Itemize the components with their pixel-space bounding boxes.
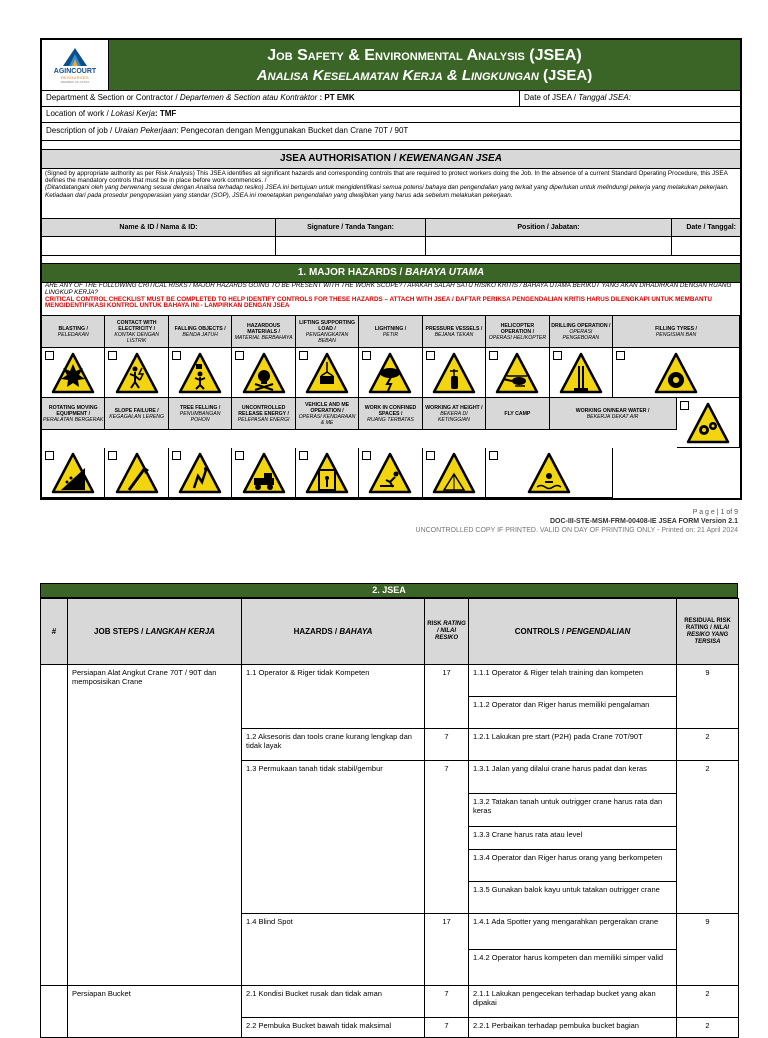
steps-header-it: LANGKAH KERJA xyxy=(145,627,215,636)
logo-tagline: MEMBER OF ASTRA xyxy=(60,79,90,84)
page-number: P a g e | 1 of 9 xyxy=(692,509,738,516)
drowning-icon xyxy=(527,452,571,494)
hazard-1-2[interactable]: 1.2 Aksesoris dan tools crane kurang lengkap dan tidak layak xyxy=(242,729,425,761)
vehicle-icon xyxy=(242,452,286,494)
date-label: Date of JSEA / xyxy=(524,93,579,102)
hazard-label-en: VEHICLE AND ME OPERATION / xyxy=(304,401,350,414)
steps-header xyxy=(68,599,242,665)
hazard-label-id: KEGAGALAN LERENG xyxy=(109,413,165,420)
control-1-3-5[interactable]: 1.3.5 Gunakan balok kayu untuk tatakan outrigger crane xyxy=(469,882,677,914)
hazard-cell xyxy=(359,448,422,498)
location-row xyxy=(42,107,740,123)
tree-felling-icon xyxy=(115,452,159,494)
hazard-label xyxy=(232,398,295,430)
residual-1-1[interactable]: 9 xyxy=(677,665,739,729)
job-step-1[interactable]: Persiapan Alat Angkut Crane 70T / 90T dan memposisikan Crane xyxy=(68,665,242,986)
form-title-id xyxy=(257,67,592,84)
residual-2-2[interactable]: 2 xyxy=(677,1018,739,1038)
hazard-cell xyxy=(550,348,613,398)
control-1-3-3[interactable]: 1.3.3 Crane harus rata atau level xyxy=(469,827,677,850)
hazard-label-en: UNCONTROLLED RELEASE ENERGY / xyxy=(238,404,289,417)
auth-title-it: KEWENANGAN JSEA xyxy=(399,153,502,164)
hazard-grid xyxy=(42,316,740,498)
hazard-label-en: HAZARDOUS MATERIALS / xyxy=(247,322,281,335)
hazard-cell xyxy=(169,448,232,498)
form-header xyxy=(42,40,740,91)
signature-header xyxy=(42,219,740,237)
date-column-header: Date / Tanggal: xyxy=(686,223,736,231)
risk-2-2[interactable]: 7 xyxy=(425,1018,469,1038)
hazard-label-en: TREE FELLING / xyxy=(179,404,221,411)
hazard-label-text xyxy=(576,408,650,420)
hazard-cell xyxy=(296,448,359,498)
hazard-cell xyxy=(42,348,105,398)
hazard-label-id: OPERASI KENDARAAN & ME xyxy=(298,413,356,426)
steps-header-en: JOB STEPS / xyxy=(94,627,146,636)
desc-value: : Pengecoran dengan Menggunakan Bucket dan Crane 70T / 90T xyxy=(176,126,409,135)
table-row xyxy=(41,986,739,1018)
risk-2-1[interactable]: 7 xyxy=(425,986,469,1018)
hazard-label xyxy=(359,316,422,348)
step-number-cell[interactable] xyxy=(41,986,68,1038)
hazard-label-text xyxy=(424,405,484,423)
date-input-cell[interactable] xyxy=(672,237,740,255)
hazard-label xyxy=(486,398,549,430)
uncontrolled-notice: UNCONTROLLED COPY IF PRINTED. VALID ON DAY OF PRINTING ONLY - Printed on: 21 April 2024 xyxy=(415,527,738,534)
hazard-label-id: BEKERA DI KETINGGIAN xyxy=(437,410,470,423)
hazard-label-en: LIGHTNING / xyxy=(374,325,407,332)
mh-title-it: BAHAYA UTAMA xyxy=(405,267,485,278)
hazard-cell xyxy=(296,348,359,398)
jsea-header-row xyxy=(41,599,739,665)
explosion-icon xyxy=(51,352,95,394)
company-logo xyxy=(42,40,109,90)
hazard-label-en: FALLING OBJECTS / xyxy=(174,325,226,332)
residual-1-3[interactable]: 2 xyxy=(677,761,739,914)
residual-header xyxy=(677,599,739,665)
form-title-en: Job Safety & Environmental Analysis (JSEA) xyxy=(267,46,582,64)
hazard-1-4[interactable]: 1.4 Blind Spot xyxy=(242,914,425,986)
dept-value: : PT EMK xyxy=(319,93,355,102)
hazard-label-id: RUANG TERBATAS xyxy=(367,416,414,423)
hazard-label-en: HELICOPTER OPERATION / xyxy=(500,322,535,335)
hazard-cell xyxy=(423,348,486,398)
hazard-label xyxy=(42,398,105,430)
residual-header-it: NILAI RESIKO YANG TERSISA xyxy=(686,624,730,645)
residual-1-4[interactable]: 9 xyxy=(677,914,739,986)
form-title-block xyxy=(109,40,740,90)
control-1-3-4[interactable]: 1.3.4 Operator dan Riger harus orang yang berkompeten xyxy=(469,850,677,882)
hazard-checkbox[interactable] xyxy=(489,451,498,460)
signature-column-header: Signature / Tanda Tangan: xyxy=(276,219,426,236)
falling-objects-icon xyxy=(178,352,222,394)
major-hazards-title xyxy=(42,264,740,283)
jsea-form-page-1 xyxy=(40,38,738,534)
hazard-label-en: CONTACT WITH ELECTRICITY / xyxy=(116,319,157,332)
mh-critical-text: CRITICAL CONTROL CHECKLIST MUST BE COMPLETED TO HELP IDENTIFY CONTROLS FOR THESE HAZARDS – ATTACH WITH JSEA / DAFTAR PERIKSA PENGENDALIAN KRITIS HARUS DILENGKAPI UNTUK MEMBANTU MENGIDENTIFIKASI KONTROL UNTUK BAHAYA INI - LAMPIRKAN DENGAN JSEA xyxy=(45,295,712,310)
hazard-2-2[interactable]: 2.2 Pembuka Bucket bawah tidak maksimal xyxy=(242,1018,425,1038)
hazard-label-text xyxy=(375,326,406,338)
hazard-label xyxy=(550,398,677,430)
hazard-label-en: WORKING AT HEIGHT / xyxy=(425,404,483,411)
hazard-label xyxy=(105,398,168,430)
confined-space-icon xyxy=(305,452,349,494)
hazard-label-text xyxy=(426,326,483,338)
location-label: Location of work / xyxy=(46,109,111,118)
form-title-id-text: Analisa Keselamatan Kerja & Lingkungan xyxy=(256,66,539,84)
energy-release-icon xyxy=(178,452,222,494)
hazard-label-id: BEKERJA DEKAT AIR xyxy=(586,413,639,420)
jsea-section-title: 2. JSEA xyxy=(40,583,738,598)
hazard-label-en: FILLING TYRES / xyxy=(655,325,697,332)
risk-1-3[interactable]: 7 xyxy=(425,761,469,914)
hazard-label-en: FLY CAMP xyxy=(504,410,531,417)
description-row xyxy=(42,123,740,141)
helicopter-icon xyxy=(495,352,539,394)
pressure-vessel-icon xyxy=(432,352,476,394)
rotating-gears-icon xyxy=(686,402,730,444)
hazard-label-id: BENDA JATUH xyxy=(182,331,218,338)
hazard-label-en: ROTATING MOVING EQUIPMENT / xyxy=(48,404,98,417)
hazard-cell xyxy=(486,448,613,498)
auth-title-en: JSEA AUTHORISATION / xyxy=(280,153,400,164)
hazard-label-id: PENGANGKATAN BEBAN xyxy=(305,331,349,344)
hazards-header-en: HAZARDS / xyxy=(293,627,340,636)
hazard-cell xyxy=(359,348,422,398)
hazard-label xyxy=(296,398,359,430)
authorisation-text xyxy=(42,169,740,219)
controls-header xyxy=(469,599,677,665)
control-1-4-1[interactable]: 1.4.1 Ada Spotter yang mengarahkan pergerakan crane xyxy=(469,914,677,950)
logo-subtext: RESOURCES xyxy=(60,74,90,80)
hazard-label-id: KONTAK DENGAN LISTRIK xyxy=(114,331,159,344)
hazard-label-id: PENUMBANGAN POHON xyxy=(179,410,221,423)
hazard-label-id: BEJANA TEKAN xyxy=(434,331,474,338)
hazard-label xyxy=(296,316,359,348)
control-1-4-2[interactable]: 1.4.2 Operator harus kompeten dan memiliki simper valid xyxy=(469,950,677,986)
doc-reference: DOC-III-STE-MSM-FRM-00408-IE JSEA FORM Version 2.1 xyxy=(550,518,738,525)
hazard-cell xyxy=(486,348,549,398)
tyre-icon xyxy=(654,352,698,394)
name-column-header: Name & ID / Nama & ID: xyxy=(42,219,276,236)
jsea-form-page-2 xyxy=(40,583,738,1038)
residual-header-en: RESIDUAL RISK RATING / xyxy=(684,617,731,631)
fly-camp-icon xyxy=(432,452,476,494)
hazard-label-text xyxy=(551,323,611,341)
hazard-label xyxy=(232,316,295,348)
hazards-header-it: BAHAYA xyxy=(339,627,373,636)
drilling-icon xyxy=(559,352,603,394)
hazard-label-en: PRESSURE VESSELS / xyxy=(425,325,483,332)
name-input-cell[interactable] xyxy=(42,237,276,255)
jsea-table xyxy=(40,598,739,1038)
residual-2-1[interactable]: 2 xyxy=(677,986,739,1018)
hazard-cell xyxy=(613,348,740,398)
mh-title-en: 1. MAJOR HAZARDS / xyxy=(297,267,406,278)
risk-header-it: RATING / NILAI RESIKO xyxy=(434,621,466,641)
hazard-label-text xyxy=(106,320,166,344)
hazard-label-text xyxy=(43,405,103,423)
hazard-label-text xyxy=(297,320,357,344)
hazard-label xyxy=(423,316,486,348)
hazard-label xyxy=(105,316,168,348)
agincourt-logo-icon xyxy=(62,47,88,67)
hazard-label-id: MATERIAL BERBAHAYA xyxy=(234,334,293,341)
authorisation-title xyxy=(42,150,740,169)
dept-field[interactable] xyxy=(42,91,520,106)
hazard-label-text xyxy=(58,326,89,338)
hazard-cell xyxy=(105,448,168,498)
hazard-label xyxy=(423,398,486,430)
desc-label-it: Uraian Pekerjaan xyxy=(114,126,177,135)
slope-failure-icon xyxy=(51,452,95,494)
dept-label-it: Departemen & Section atau Kontraktor xyxy=(179,93,318,102)
control-2-2-1[interactable]: 2.2.1 Perbaikan terhadap pembuka bucket bagian xyxy=(469,1018,677,1038)
hazard-label xyxy=(42,316,105,348)
desc-label: Description of job / xyxy=(46,126,115,135)
num-header: # xyxy=(41,599,68,665)
signature-input-cell[interactable] xyxy=(276,237,426,255)
risk-header xyxy=(425,599,469,665)
hazard-label-en: BLASTING / xyxy=(58,325,88,332)
auth-text-en: (Signed by appropriate authority as per Risk Analysis) This JSEA identifies all significant hazards and corresponding controls that are required to protect workers doing the Job. In the absence of a current Standard Operating Procedure, this JSEA defines the mandatory controls that must be in place before work commences. / xyxy=(45,170,728,185)
hazard-cell xyxy=(677,398,740,448)
control-1-3-1[interactable]: 1.3.1 Jalan yang dilalui crane harus padat dan keras xyxy=(469,761,677,794)
job-step-2[interactable]: Persiapan Bucket xyxy=(68,986,242,1038)
residual-1-2[interactable]: 2 xyxy=(677,729,739,761)
form-title-id-suffix: (JSEA) xyxy=(543,66,593,84)
location-label-it: Lokasi Kerja xyxy=(110,109,155,118)
hazard-label-en: LIFTING SUPPORTING LOAD / xyxy=(299,319,355,332)
hazard-label-en: WORKING ON/NEAR WATER / xyxy=(575,407,650,414)
auth-text-id: (Ditandatangani oleh yang berwenang sesuai dengan Analisa terhadap resiko) JSEA ini bertujuan untuk mengidentifikasi semua potensi bahaya dan pengendalian yang terkait yang diperlukan untuk melindungi pekerja yang melakukan pekerjaan. Ketiadaan dari pada prosedur pengoperasian yang standar (SOP), JSEA ini menetapkan pengendalian yang diwajibkan yang harus ada sebelum melakukan pekerjaan. xyxy=(45,184,729,199)
hazard-label-text xyxy=(360,405,420,423)
hazard-cell xyxy=(232,448,295,498)
table-row xyxy=(41,665,739,697)
dept-label: Department & Section or Contractor / xyxy=(46,93,180,102)
hazard-label xyxy=(486,316,549,348)
position-column-header: Position / Jabatan: xyxy=(426,219,672,236)
hazard-label-en: DRILLING OPERATION / xyxy=(551,322,611,329)
spacer xyxy=(42,141,740,150)
hazard-label-en: SLOPE FAILURE / xyxy=(114,407,159,414)
fall-from-height-icon xyxy=(368,452,412,494)
hazard-label-en: WORK IN CONFINED SPACES / xyxy=(364,404,417,417)
hazard-label-id: PELEDAKAN xyxy=(57,331,89,338)
electric-shock-icon xyxy=(115,352,159,394)
hazard-label-text xyxy=(504,411,530,417)
control-1-1-1[interactable]: 1.1.1 Operator & Riger telah training dan kompeten xyxy=(469,665,677,697)
hazard-2-1[interactable]: 2.1 Kondisi Bucket rusak dan tidak aman xyxy=(242,986,425,1018)
control-2-1-1[interactable]: 2.1.1 Lakukan pengecekan terhadap bucket yang akan dipakai xyxy=(469,986,677,1018)
risk-header-en: RISK xyxy=(427,621,444,627)
hazard-label-text xyxy=(233,323,293,341)
major-hazards-question xyxy=(42,283,740,316)
mh-question-text: ARE ANY OF THE FOLLOWING CRITICAL RISKS / MAJOR HAZARDS GOING TO BE PRESENT WITH THE WORK SCOPE? / APAKAH SALAH SATU RISIKO KRITIS / BAHAYA UTAMA BERIKUT YANG AKAN DIHADIRKAN DENGAN RUANG LINGKUP KERJA? xyxy=(45,283,732,296)
hazard-cell xyxy=(232,348,295,398)
signature-row xyxy=(42,237,740,256)
control-1-3-2[interactable]: 1.3.2 Tatakan tanah untuk outrigger crane harus rata dan keras xyxy=(469,794,677,827)
hazard-cell xyxy=(169,348,232,398)
control-1-2-1[interactable]: 1.2.1 Lakukan pre start (P2H) pada Crane 70T/90T xyxy=(469,729,677,761)
hazard-label xyxy=(169,398,232,430)
lightning-icon xyxy=(368,352,412,394)
hazard-label-text xyxy=(109,408,164,420)
hazard-1-1[interactable]: 1.1 Operator & Riger tidak Kompeten xyxy=(242,665,425,729)
hazard-cell xyxy=(105,348,168,398)
hazard-label-id: OPERASI PENGEBORAN xyxy=(562,328,600,341)
location-field[interactable] xyxy=(42,107,740,122)
hazard-label-id: OPERASI HELIKOPTER xyxy=(488,334,547,341)
date-label-it: Tanggal JSEA: xyxy=(578,93,631,102)
hazard-label-text xyxy=(655,326,697,338)
hazard-label-id: PELEPASAN ENERGI xyxy=(237,416,290,423)
logo-text: AGINCOURT xyxy=(53,67,97,75)
hazard-label-text xyxy=(487,323,547,341)
dept-row xyxy=(42,91,740,107)
suspended-load-icon xyxy=(305,352,349,394)
hazard-label-text xyxy=(175,326,226,338)
spacer xyxy=(42,256,740,264)
hazard-label-text xyxy=(297,402,357,426)
hazard-label xyxy=(550,316,613,348)
controls-header-en: CONTROLS / xyxy=(514,627,567,636)
hazard-label xyxy=(169,316,232,348)
hazard-cell xyxy=(423,448,486,498)
step-number-cell[interactable] xyxy=(41,665,68,986)
form-frame xyxy=(40,38,742,500)
toxic-skull-icon xyxy=(242,352,286,394)
hazards-header xyxy=(242,599,425,665)
description-field[interactable] xyxy=(42,123,740,140)
risk-1-1[interactable]: 17 xyxy=(425,665,469,729)
controls-header-it: PENGENDALIAN xyxy=(566,627,631,636)
hazard-label xyxy=(359,398,422,430)
hazard-label-text xyxy=(233,405,293,423)
hazard-label-id: PENGISIAN BAN xyxy=(655,331,697,338)
hazard-1-3[interactable]: 1.3 Permukaan tanah tidak stabil/gembur xyxy=(242,761,425,914)
hazard-checkbox[interactable] xyxy=(616,351,625,360)
hazard-label-id: PETIR xyxy=(382,331,399,338)
risk-1-2[interactable]: 7 xyxy=(425,729,469,761)
hazard-cell xyxy=(42,448,105,498)
hazard-label-id: PERALATAN BERGERAK xyxy=(43,416,104,423)
hazard-label-text xyxy=(170,405,230,423)
location-value: : TMF xyxy=(154,109,177,118)
page-footer xyxy=(40,508,738,535)
position-input-cell[interactable] xyxy=(426,237,672,255)
control-1-1-2[interactable]: 1.1.2 Operator dan Riger harus memiliki pengalaman xyxy=(469,697,677,729)
risk-1-4[interactable]: 17 xyxy=(425,914,469,986)
date-field[interactable] xyxy=(520,91,740,106)
hazard-label xyxy=(613,316,740,348)
